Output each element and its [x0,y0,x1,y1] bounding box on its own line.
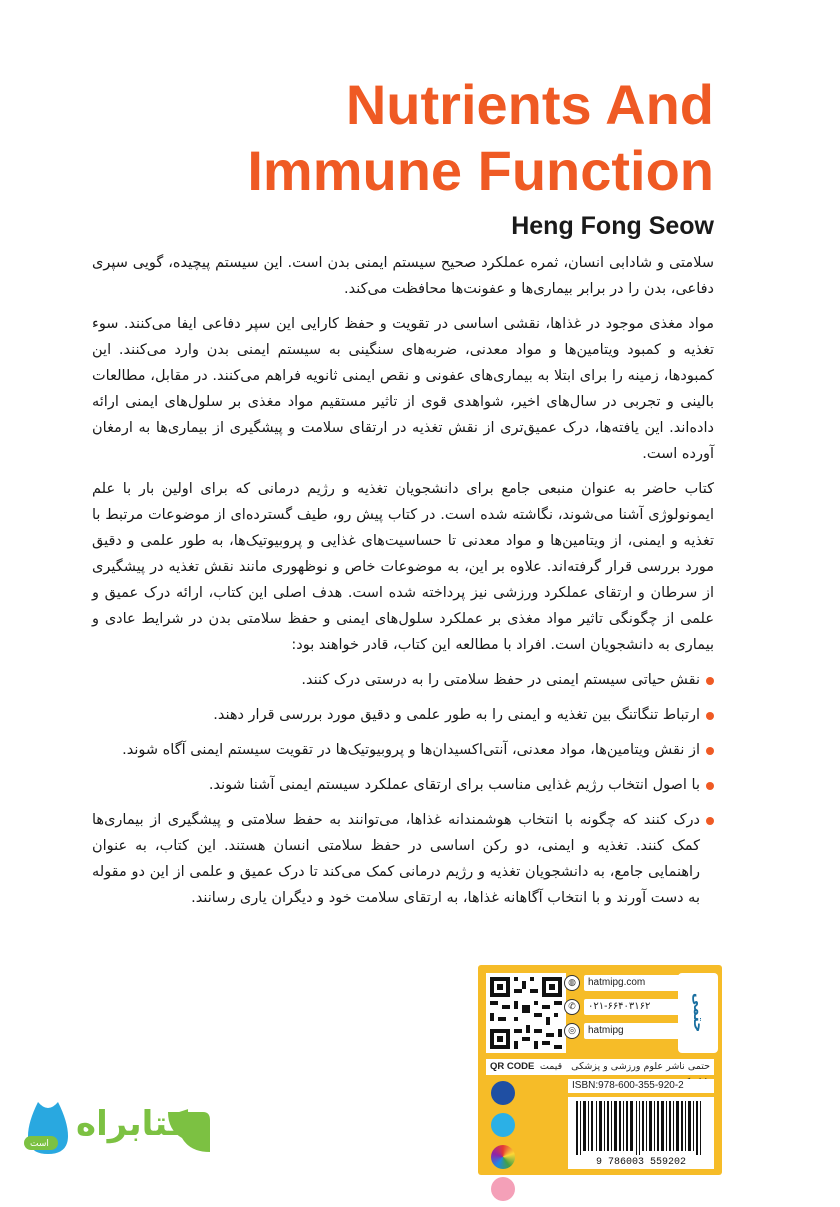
qr-code[interactable] [486,973,566,1053]
bullet-item: نقش حیاتی سیستم ایمنی در حفظ سلامتی را به درستی درک کنند. [92,667,714,693]
badge-logo [491,1177,515,1201]
paragraph-1: سلامتی و شادابی انسان، ثمره عملکرد صحیح سیستم ایمنی بدن است. این سیستم پیچیده، گویی سپری دفاعی، بدن را در برابر بیماری‌ها و عفونت‌ها محافظت می‌کند. [92,255,714,297]
paragraph-2: مواد مغذی موجود در غذاها، نقشی اساسی در تقویت و حفظ کارایی این سپر دفاعی ایفا می‌کنند. سوء تغذیه و کمبود ویتامین‌ها و مواد معدنی، ضربه‌های سنگینی به سیستم ایمنی بدن وارد می‌کنند. این کمبودها، زمینه را برای ابتلا به بیماری‌های عفونی و نقص ایمنی ثانویه فراهم می‌کنند. در مقابل، مطالعات بالینی و تجربی در سال‌های اخیر، شواهدی قوی از تاثیر مستقیم مواد مغذی بر سلول‌های ایمنی ارائه داده‌اند. این یافته‌ها، درک عمیق‌تری از نقش تغذیه در ارتقای سلامت و پیشگیری از بیماری‌ها به ارمغان آورده است. [92,316,714,462]
watermark-text: کتابراه [76,1104,189,1144]
title-line-1: Nutrients And [345,73,714,136]
affiliate-logos [488,1079,550,1207]
publisher-logo-text: حتمی [690,993,706,1033]
back-cover-text [92,250,714,920]
barcode-number: 9 786003 559202 [595,1157,686,1168]
paragraph-3: کتاب حاضر به عنوان منبعی جامع برای دانشجویان تغذیه و رژیم درمانی که برای اولین بار با علم ایمونولوژی آشنا می‌شوند، نگاشته شده است. در کتاب پیش رو، طیف گسترده‌ای از موضوعات مرتبط با تغذیه و ایمنی، از ویتامین‌ها و مواد معدنی تا حساسیت‌های غذایی و پروبیوتیک‌ها، به طور علمی و دقیق مورد بررسی قرار گرفته‌اند. علاوه بر این، به موضوعات خاص و نوظهوری مانند نقش تغذیه در پیشگیری از سرطان و ارتقای عملکرد ورزشی نیز پرداخته شده است. هدف اصلی این کتاب، ارائه درک عمیق و علمی از چگونگی تاثیر مواد مغذی بر عملکرد سلول‌های ایمنی و حفظ سلامتی بدن در شرایط عادی و بیماری به دانشجویان است. افراد با مطالعه این کتاب، قادر خواهند بود: [92,481,714,653]
badge-logo [491,1081,515,1105]
watermark-logo [18,1092,218,1164]
isbn: ISBN:978-600-355-920-2 [568,1079,714,1093]
publisher-logo [678,973,718,1053]
phone-icon: ✆ [564,999,580,1015]
website-text: hatmipg.com [584,975,716,991]
globe-icon: ◍ [564,975,580,991]
badge-logo [491,1113,515,1137]
phone-text: ۰۲۱-۶۶۴۰۳۱۶۲ [584,999,716,1015]
bullet-item: با اصول انتخاب رژیم غذایی مناسب برای ارتقای عملکرد سیستم ایمنی آشنا شوند. [92,772,714,798]
barcode [568,1097,714,1169]
instagram-text: hatmipg [584,1023,716,1039]
badge-logo [491,1145,515,1169]
publisher-name-line [486,1059,714,1075]
price-note: قیمت [539,1061,563,1072]
bullet-item: درک کنند که چگونه با انتخاب هوشمندانه غذاها، می‌توانند به حفظ سلامتی و پیشگیری از بیماری‌ها کمک کنند. تغذیه و ایمنی، دو رکن اساسی در حفظ سلامتی انسان هستند. این کتاب، به عنوان راهنمایی جامع، به دانشجویان تغذیه و رژیم درمانی کمک می‌کند تا درک عمیق و علمی از این دو مقوله به دست آورند و با انتخاب آگاهانه غذاها، به ارتقای سلامت خود و دیگران یاری رسانند. [92,807,714,911]
publisher-info-box [478,965,722,1175]
watermark-badge: است [30,1139,49,1149]
book-title [114,72,714,204]
instagram-icon: ◎ [564,1023,580,1039]
bullet-item: ارتباط تنگاتنگ بین تغذیه و ایمنی را به طور علمی و دقیق مورد بررسی قرار دهند. [92,702,714,728]
bullet-list [92,667,714,911]
title-line-2: Immune Function [247,139,714,202]
author-name: Heng Fong Seow [511,212,714,240]
bullet-item: از نقش ویتامین‌ها، مواد معدنی، آنتی‌اکسیدان‌ها و پروبیوتیک‌ها در تقویت سیستم ایمنی آگاه شوند. [92,737,714,763]
qr-code-label: QR CODE [490,1061,535,1072]
publisher-name: حتمی ناشر علوم ورزشی و پزشکی [571,1061,710,1072]
